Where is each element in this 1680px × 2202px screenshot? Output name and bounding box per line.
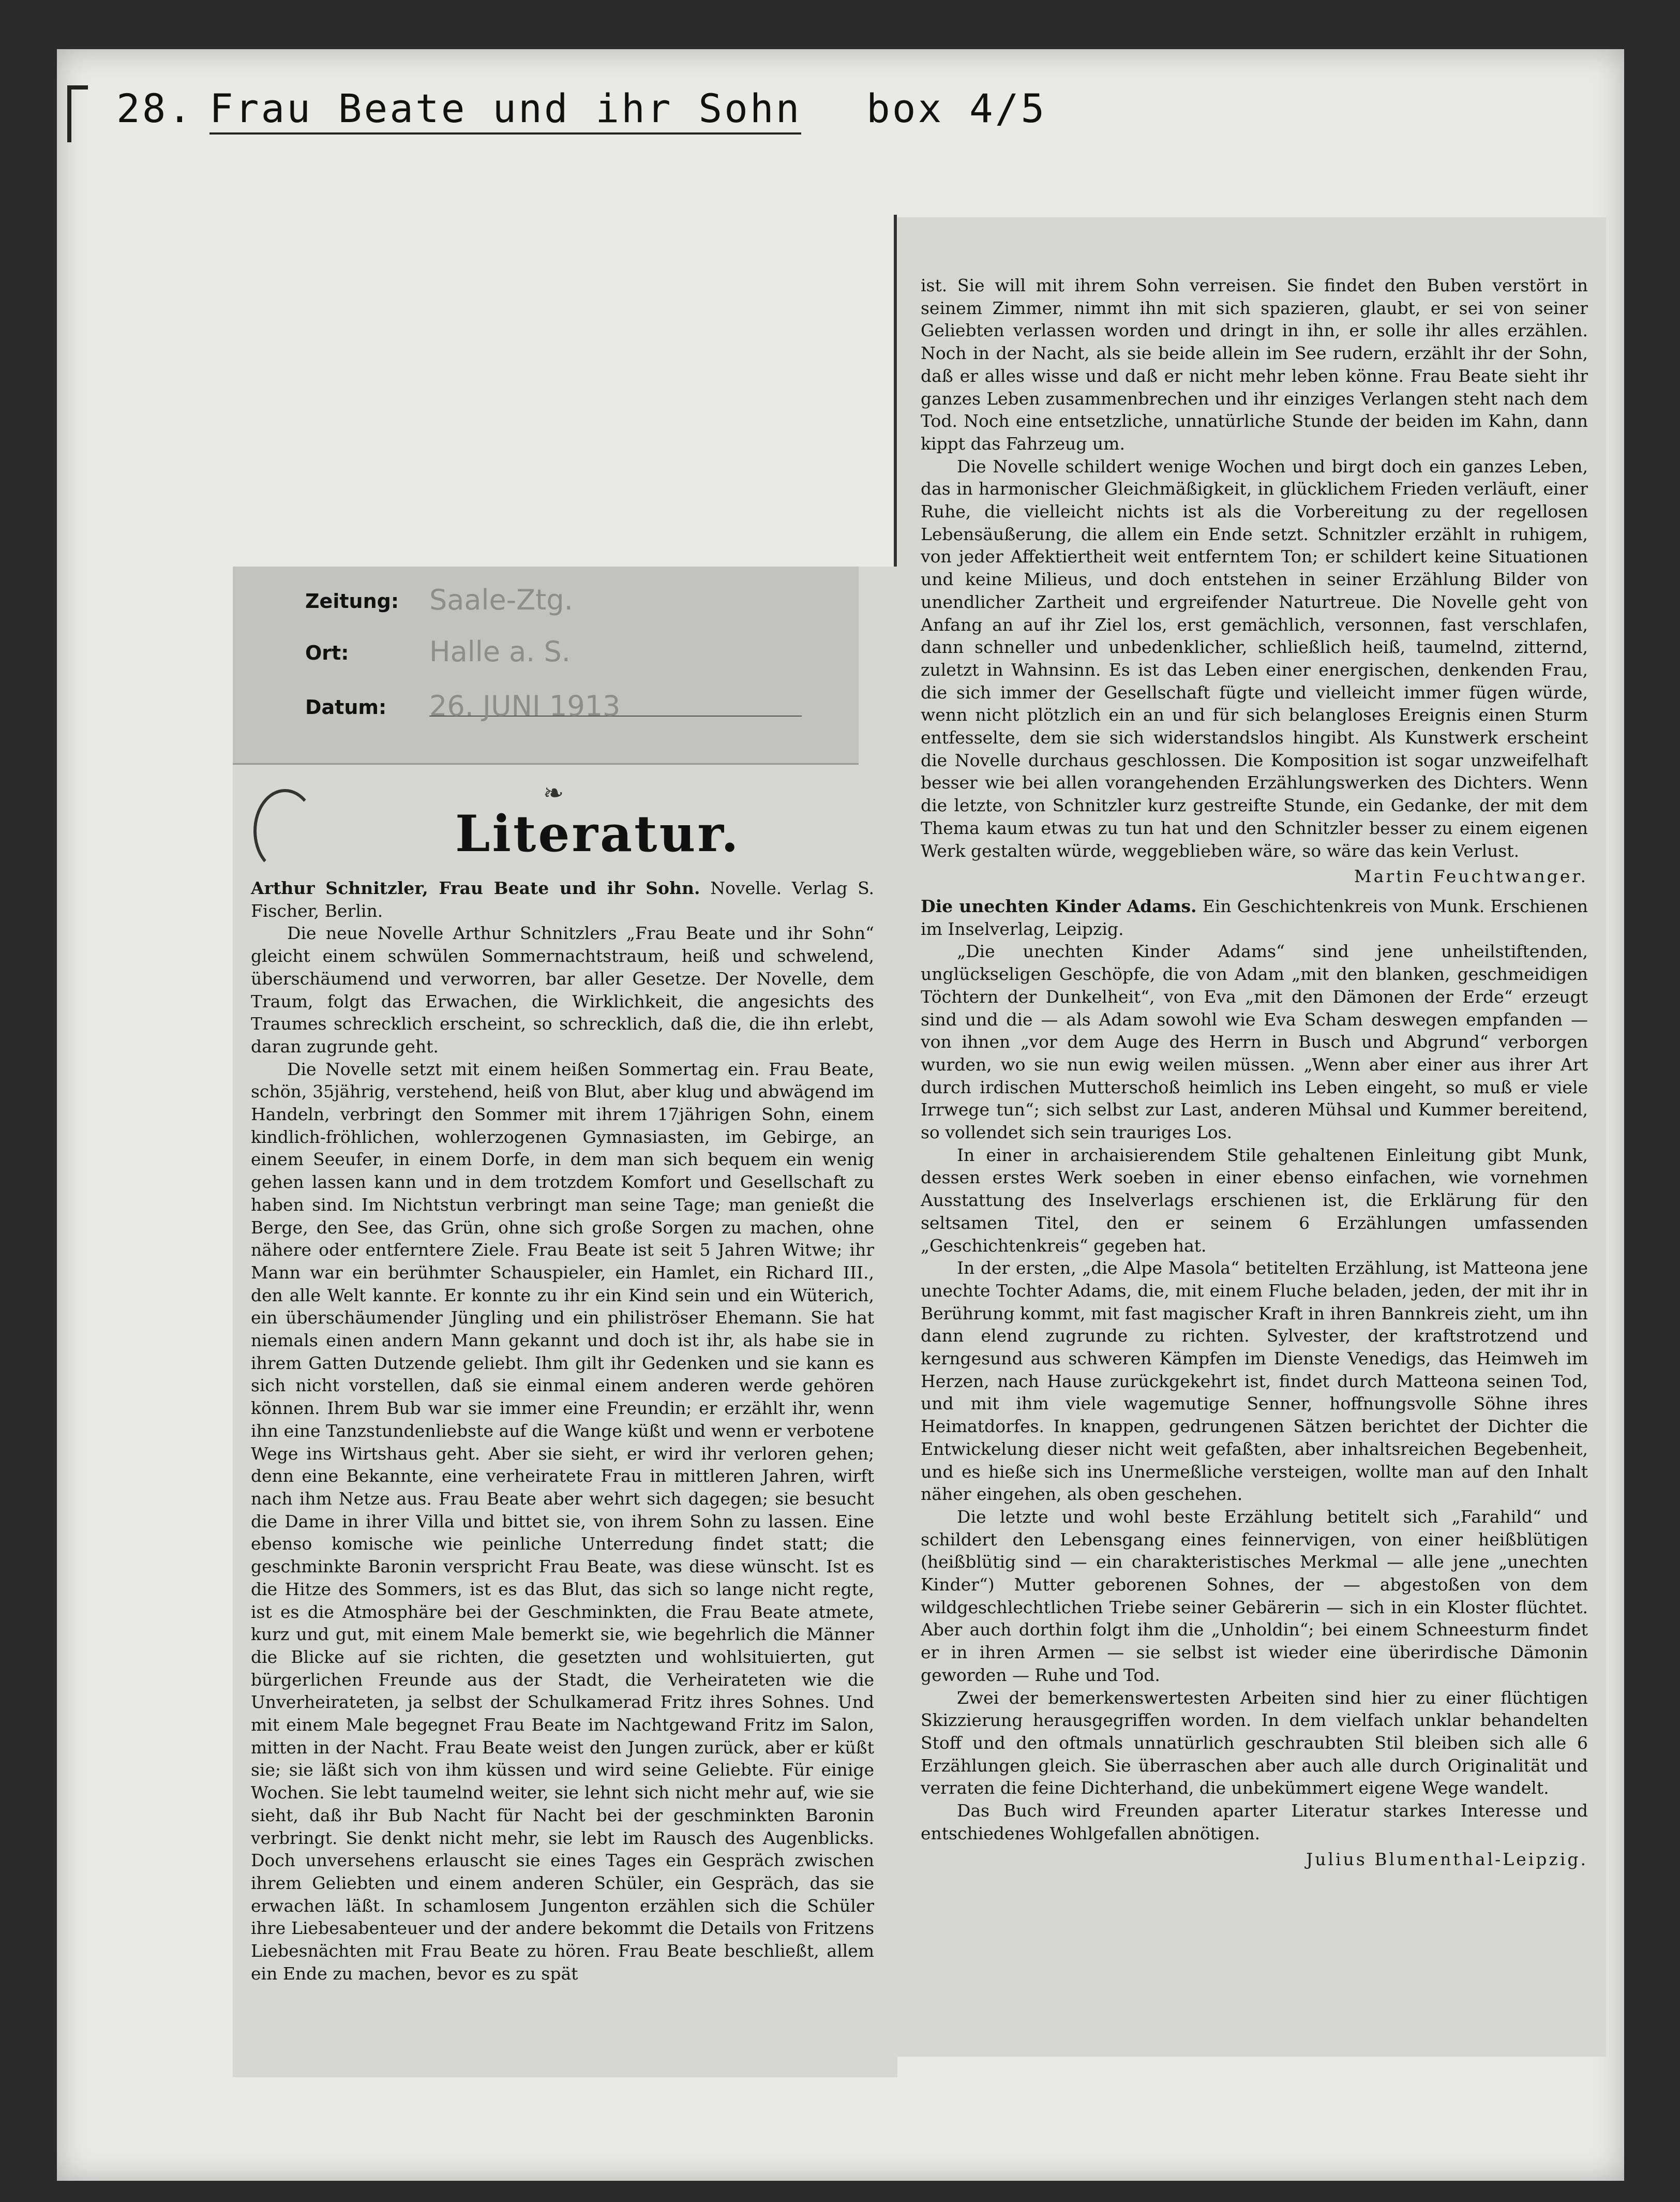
review2-paragraph: Zwei der bemerkenswertesten Arbeiten sind hier zu einer flüchtigen Skizzierung herausgegriffen worden. In dem vielfach unklar behandelten Stoff und den oftmals unnatürlich geschraubten Stil bleiben sich alle 6 Erzählungen gleich. Sie überraschen aber auch alle durch Originalität und verraten die feine Dichterhand, die unbekümmert eigene Wege wandelt.	[921, 1687, 1588, 1798]
stamp-zeitung	[305, 584, 573, 616]
review2-paragraph: „Die unechten Kinder Adams“ sind jene unheilstiftenden, unglückseligen Geschöpfe, die von Adam „mit den blanken, geschmeidigen Töchtern der Dunkelheit“, von Eva „mit den Dämonen der Erde“ erzeugt sind und die — als Adam sowohl wie Eva Scham deswegen empfanden — von ihnen „vor dem Auge des Herrn in Busch und Abgrund“ verborgen wurden, wo sie nun ewig weilen müssen. „Wenn aber einer aus ihrer Art durch irdischen Mutterschoß heimlich ins Leben eingeht, so muß er viele Irrwege tun“; sich selbst zur Last, anderen Mühsal und Kummer bereitend, so vollendet sich sein trauriges Los.	[921, 941, 1588, 1143]
review2-lead	[921, 895, 1588, 940]
review2-paragraph: In einer in archaisierendem Stile gehaltenen Einleitung gibt Munk, dessen erstes Werk soeben in einer ebenso einfachen, wie vornehmen Ausstattung des Inselverlags erschienen ist, die Erklärung für den seltsamen Titel, den er seinem 6 Erzählungen umfassenden „Geschichtenkreis“ gegeben hat.	[921, 1144, 1588, 1256]
stamp-datum-label: Datum:	[305, 696, 387, 719]
review1-signature: Martin Feuchtwanger.	[1354, 866, 1588, 887]
review2-paragraph: Das Buch wird Freunden aparter Literatur starkes Interesse und entschiedenes Wohlgefallen abnötigen.	[921, 1801, 1588, 1843]
clipping-right	[897, 217, 1606, 2057]
section-headline: Literatur.	[455, 805, 741, 863]
left-column-text	[251, 877, 874, 1985]
corner-bracket	[67, 85, 71, 142]
stamp-ort	[305, 635, 571, 668]
review2-paragraph: Die letzte und wohl beste Erzählung betitelt sich „Farahild“ und schildert den Lebensgang eines feinnervigen, von einer heißblütigen (heißblütig sind — ein charakteristisches Merkmal — alle jene „unechten Kinder“) Mutter geborenen Sohnes, der — abgestoßen von dem wildgeschlechtlichen Triebe seiner Gebärerin — sich in ein Kloster flüchtet. Aber auch dorthin folgt ihm die „Unholdin“; bei einem Schneesturm findet er in ihren Armen — sie selbst ist wieder eine überirdische Dämonin geworden — Ruhe und Tod.	[921, 1506, 1588, 1685]
stamp-zeitung-label: Zeitung:	[305, 590, 399, 613]
clipping-stamp	[233, 567, 859, 765]
review2-lead-bold: Die unechten Kinder Adams.	[921, 896, 1197, 916]
review1-paragraph: ist. Sie will mit ihrem Sohn verreisen. Sie findet den Buben verstört in seinem Zimmer, nimmt ihn mit sich spazieren, glaubt, er sei von seiner Geliebten verlassen worden und dringt in ihn, er solle ihr alles erzählen. Noch in der Nacht, als sie beide allein im See rudern, erzählt ihr der Sohn, daß er alles wisse und daß er nicht mehr leben könne. Frau Beate sieht ihr ganzes Leben zusammenbrechen und ihr einziges Verlangen steht nach dem Tod. Noch eine entsetzliche, unnatürliche Stunde der beiden im Kahn, dann kippt das Fahrzeug um.	[921, 275, 1588, 454]
box-label: box 4/5	[866, 85, 1047, 131]
stamp-ort-value: Halle a. S.	[429, 635, 571, 668]
review2-lead-rest: Ein Geschichtenkreis von Munk. Erschienen im Inselverlag, Leipzig.	[921, 896, 1588, 939]
ornament-icon: ❧	[543, 779, 564, 808]
right-column-text	[921, 274, 1588, 1878]
review1-paragraph: Die neue Novelle Arthur Schnitzlers „Frau Beate und ihr Sohn“ gleicht einem schwülen Sommernachtstraum, heiß und schwelend, überschäumend und verworren, bar aller Gesetze. Der Novelle, dem Traum, folgt das Erwachen, die Wirklichkeit, die angesichts des Traumes schrecklich erscheint, so schrecklich, daß die, die ihn erlebt, daran zugrunde geht.	[251, 923, 874, 1057]
pencil-mark	[253, 789, 317, 873]
review1-lead	[251, 877, 874, 922]
clipping-left	[233, 567, 897, 2077]
stamp-datum-value: 26. JUNI 1913	[429, 690, 621, 722]
review1-lead-bold: Arthur Schnitzler, Frau Beate und ihr Sohn.	[251, 878, 700, 898]
review2-paragraph: In der ersten, „die Alpe Masola“ betitelten Erzählung, ist Matteona jene unechte Tochter Adams, die, mit einem Fluche beladen, jeden, der mit ihr in Berührung kommt, mit fast magischer Kraft in ihren Bannkreis zieht, um ihn dann elend zugrunde zu richten. Sylvester, der kraftstrotzend und kerngesund aus schweren Kämpfen im Dienste Venedigs, das Heimweh im Herzen, nach Hause zurückgekehrt ist, findet durch Matteona seinen Tod, und mit ihm viele wagemutige Senner, hoffnungsvolle Söhne ihres Heimatdorfes. In knappen, gedrungenen Sätzen berichtet der Dichter die Entwickelung dieser nicht weit gefaßten, aber inhaltsreichen Begebenheit, und es hieße sich ins Unermeßliche versteigen, wollte man auf den Inhalt näher eingehen, als oben geschehen.	[921, 1258, 1588, 1505]
item-title: Frau Beate und ihr Sohn	[209, 85, 801, 135]
stamp-datum	[305, 690, 621, 722]
item-number: 28.	[116, 85, 194, 131]
review1-paragraph: Die Novelle setzt mit einem heißen Sommertag ein. Frau Beate, schön, 35jährig, verstehend, heiß von Blut, aber klug und abwägend im Handeln, verbringt den Sommer mit ihrem 17jährigen Sohn, einem kindlich-fröhlichen, wohlerzogenen Gymnasiasten, im Gebirge, an einem Seeufer, in einem Dorfe, in dem man sich bequem ein wenig gehen lassen kann und in dem trotzdem Komfort und Gesellschaft zu haben sind. Im Nichtstun verbringt man seine Tage; man genießt die Berge, den See, das Grün, ohne sich große Sorgen zu machen, ohne nähere oder entferntere Ziele. Frau Beate ist seit 5 Jahren Witwe; ihr Mann war ein berühmter Schauspieler, ein Hamlet, ein Richard III., den alle Welt kannte. Er konnte zu ihr ein Kind sein und ein Wüterich, ein überschäumender Jüngling und ein philiströser Ehemann. Sie hat niemals einen andern Mann gekannt und doch ist ihr, als habe sie in ihrem Gatten Dutzende geliebt. Ihm gilt ihr Gedenken und sie kann es sich nicht vorstellen, daß sie einmal einem anderen werde gehören können. Ihrem Bub war sie immer eine Freundin; er erzählt ihr, wenn ihn eine Tanzstundenliebste auf die Wange küßt und wenn er verbotene Wege ins Wirtshaus geht. Aber sie sieht, er wird ihr verloren gehen; denn eine Bekannte, eine verheiratete Frau in mittleren Jahren, wirft nach ihm Netze aus. Frau Beate aber wehrt sich dagegen; sie besucht die Dame in ihrer Villa und bittet sie, von ihrem Sohn zu lassen. Eine ebenso komische wie peinliche Unterredung findet statt; die geschminkte Baronin verspricht Frau Beate, was diese wünscht. Ist es die Hitze des Sommers, ist es das Blut, das sich so lange nicht regte, ist es die Atmosphäre bei der Geschminkten, die Frau Beate atmete, kurz und gut, mit einem Male bemerkt sie, wie begehrlich die Männer die Blicke auf sie richten, die gesetzten und wohlsituierten, gut bürgerlichen Freunde aus der Stadt, die Verheirateten wie die Unverheirateten, ja selbst der Schulkamerad Fritz ihres Sohnes. Und mit einem Male begegnet Frau Beate im Nachtgewand Fritz im Salon, mitten in der Nacht. Frau Beate weist den Jungen zurück, aber er küßt sie; sie läßt sich von ihm küssen und wird seine Geliebte. Für einige Wochen. Sie lebt taumelnd weiter, sie lehnt sich nicht mehr auf, wie sie sieht, daß ihr Bub Nacht für Nacht bei der geschminkten Baronin verbringt. Sie denkt nicht mehr, sie lebt im Rausch des Augenblicks. Doch unversehens erlauscht sie eines Tages ein Gespräch zwischen ihrem Geliebten und einem anderen Schüler, ein Gespräch, das sie erwachen läßt. In schamlosem Jungenton erzählen sich die Schüler ihre Liebesabenteuer und der andere bekommt die Details von Fritzens Liebesnächten mit Frau Beate zu hören. Frau Beate beschließt, allem ein Ende zu machen, bevor es zu spät	[251, 1059, 874, 1984]
stamp-zeitung-value: Saale-Ztg.	[429, 584, 573, 616]
archive-sheet	[57, 49, 1624, 2181]
review1-lead-rest: Novelle. Verlag S. Fischer, Berlin.	[251, 878, 874, 921]
review2-signature: Julius Blumenthal-Leipzig.	[1306, 1849, 1588, 1869]
stamp-ort-label: Ort:	[305, 642, 349, 664]
review1-paragraph: Die Novelle schildert wenige Wochen und birgt doch ein ganzes Leben, das in harmonischer Gleichmäßigkeit, in glücklichem Frieden verläuft, einer Ruhe, die vielleicht nichts ist als die Vorbereitung zu der regellosen Lebensäußerung, die allem ein Ende setzt. Schnitzler erzählt in ruhigem, von jeder Affektiertheit weit entferntem Ton; er schildert keine Situationen und keine Milieus, und doch entstehen in seiner Erzählung Bilder von unendlicher Zartheit und ergreifender Naturtreue. Die Novelle geht von Anfang an auf ihr Ziel los, erst gemächlich, versonnen, fast verschlafen, dann schneller und unbedenklicher, schließlich heiß, taumelnd, zitternd, zuletzt in Wahnsinn. Es ist das Leben einer energischen, denkenden Frau, die sich immer der Gesellschaft fügte und vielleicht immer fügen würde, wenn nicht plötzlich ein an und für sich belangloses Ereignis einen Sturm entfesselte, dem sie sich widerstandslos hingibt. Als Kunstwerk erscheint die Novelle durchaus geschlossen. Die Komposition ist sogar unzweifelhaft besser wie bei allen vorangehenden Erzählungswerken des Dichters. Wenn die letzte, von Schnitzler kurz gestreifte Stunde, ein Gedanke, der mit dem Thema kaum etwas zu tun hat und den Schnitzler besser zu einem eigenen Werk gestalten würde, weggeblieben wäre, so wäre das kein Verlust.	[921, 456, 1588, 861]
